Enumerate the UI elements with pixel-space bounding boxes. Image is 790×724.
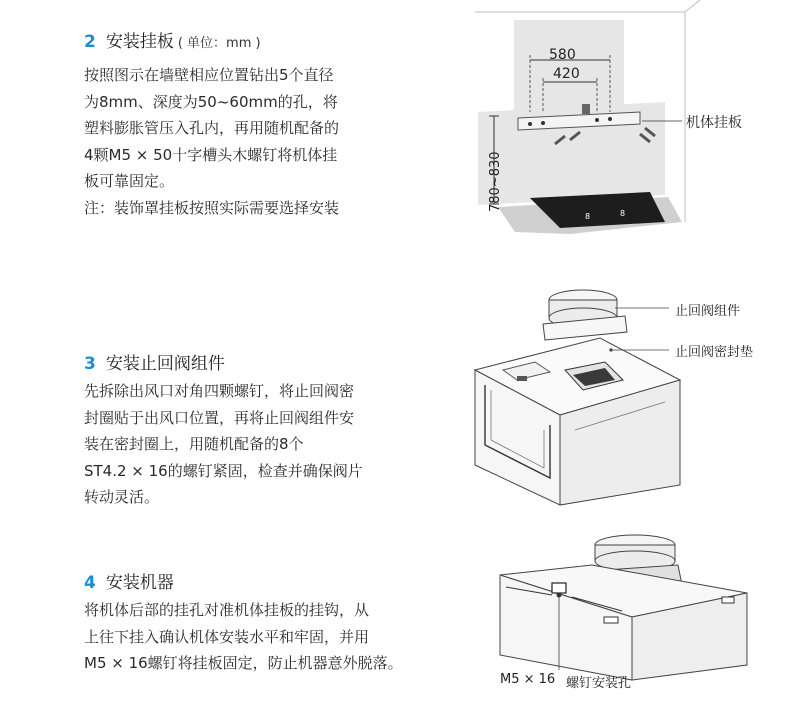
step2-title: 安装挂板	[105, 32, 174, 52]
step2-line: 注：装饰罩挂板按照实际需要选择安装	[84, 198, 340, 217]
seal-callout: 止回阀密封垫	[675, 345, 754, 360]
svg-text:8: 8	[620, 209, 626, 218]
step2-line: 为8mm、深度为50~60mm的孔，将	[84, 92, 338, 111]
step4-number: 4	[84, 573, 96, 593]
step3-body	[84, 378, 363, 511]
step3-title: 安装止回阀组件	[105, 354, 225, 374]
valve-callout: 止回阀组件	[675, 304, 741, 319]
step2-line: 塑料膨胀管压入孔内，再用随机配备的	[84, 119, 340, 137]
check-valve-diagram	[465, 280, 705, 505]
step2-heading	[84, 27, 261, 52]
step3-line: 封圈贴于出风口位置，再将止回阀组件安	[84, 408, 355, 427]
step3-number: 3	[84, 354, 96, 374]
step4-title: 安装机器	[105, 573, 174, 593]
step3-line: 装在密封圈上，用随机配备的8个	[84, 435, 304, 453]
step4-line: 将机体后部的挂孔对准机体挂板的挂钩，从	[84, 601, 370, 619]
step3-line: ST4.2 × 16的螺钉紧固，检查并确保阀片	[84, 461, 363, 480]
step4-heading	[84, 568, 174, 593]
step2-line: 按照图示在墙壁相应位置钻出5个直径	[84, 66, 334, 84]
screw-spec-callout: M5 × 16	[500, 672, 556, 687]
machine-mount-diagram	[492, 525, 752, 680]
step4-body	[84, 597, 403, 677]
svg-text:8: 8	[585, 212, 591, 221]
step3-heading	[84, 349, 225, 374]
step3-line: 转动灵活。	[84, 488, 160, 506]
step3-line: 先拆除出风口对角四颗螺钉，将止回阀密	[84, 382, 355, 400]
step2-unit: ( 单位：mm )	[177, 36, 261, 51]
dim-height-label: 780~830	[488, 151, 503, 212]
step2-number: 2	[84, 32, 96, 52]
screw-hole-callout: 螺钉安装孔	[566, 676, 632, 691]
step2-line: 板可靠固定。	[84, 172, 175, 190]
step4-line: M5 × 16螺钉将挂板固定，防止机器意外脱落。	[84, 654, 403, 672]
dim-580-label: 580	[549, 47, 576, 63]
dim-420-label: 420	[553, 66, 580, 82]
step2-body	[84, 62, 339, 221]
step4-line: 上往下挂入确认机体安装水平和牢固，并用	[84, 627, 370, 646]
wall-plate-diagram	[470, 0, 710, 245]
step2-line: 4颗M5 × 50十字槽头木螺钉将机体挂	[84, 145, 338, 164]
wall-plate-callout: 机体挂板	[686, 115, 742, 131]
